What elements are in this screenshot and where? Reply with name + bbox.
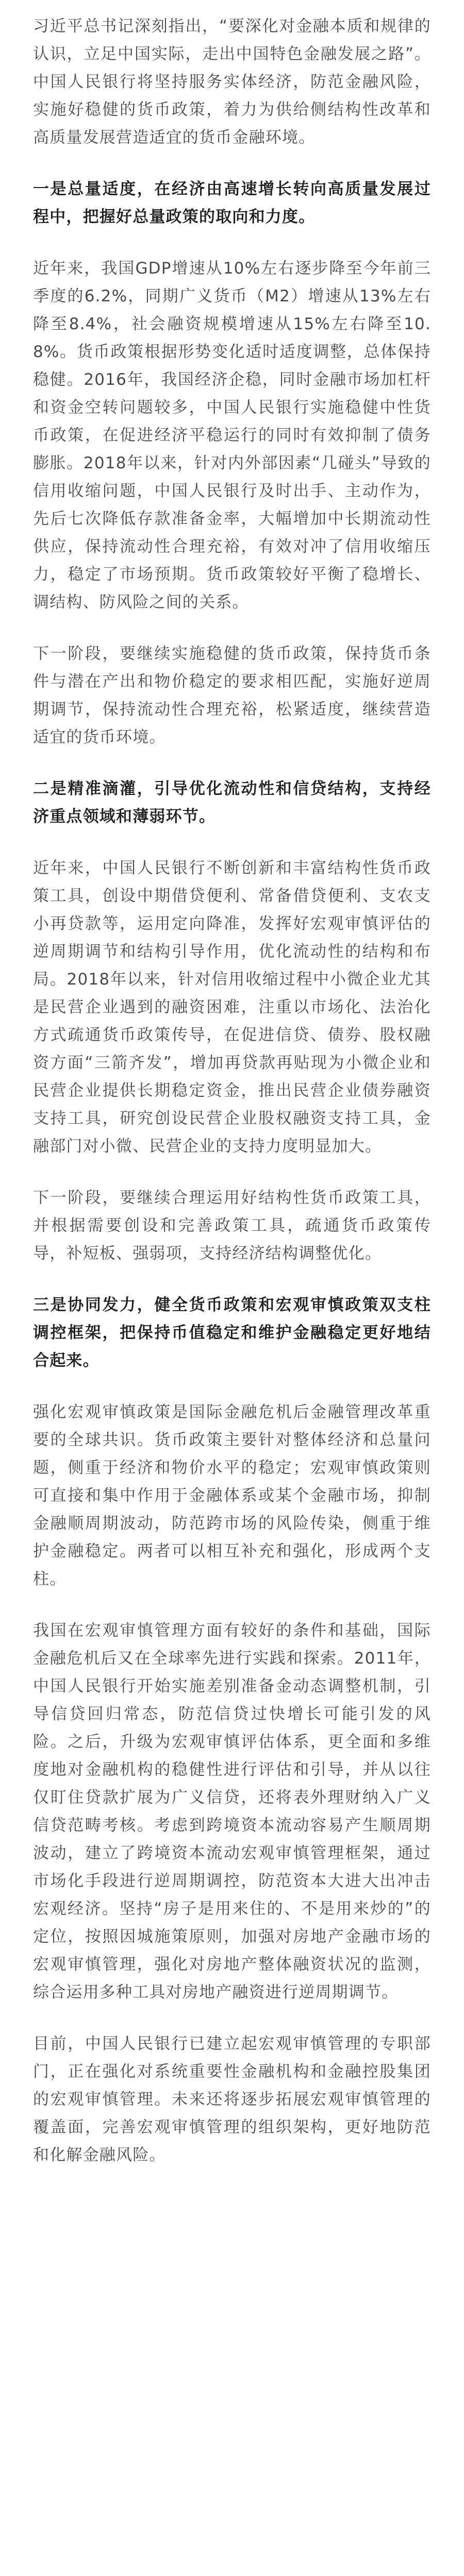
paragraph-dual-pillar-practice: 我国在宏观审慎管理方面有较好的条件和基础，国际金融危机后又在全球率先进行实践和探索。2011年，中国人民银行开始实施差别准备金动态调整机制，引导信贷回归常态，防范信贷过快增长可能引发的风险。之后，升级为宏观审慎评估体系，更全面和多维度地对金融机构的稳健性进行评估和引导，并从以往仅盯住贷款扩展为广义信贷，还将表外理财纳入广义信贷范畴考核。考虑到跨境资本流动容易产生顺周期波动，建立了跨境资本流动宏观审慎管理框架，通过市场化手段进行逆周期调控，防范资本大进大出冲击宏观经济。坚持“房子是用来住的、不是用来炒的”的定位，按照因城施策原则，加强对房地产金融市场的宏观审慎管理，强化对房地产整体融资状况的监测，综合运用多种工具对房地产融资进行逆周期调节。 [33,1621,431,2002]
section-heading-total-volume: 一是总量适度，在经济由高速增长转向高质量发展过程中，把握好总量政策的取向和力度。 [33,180,431,226]
paragraph-total-volume-review: 近年来，我国GDP增速从10%左右逐步降至今年前三季度的6.2%，同期广义货币（M2）增速从13%左右降至8.4%，社会融资规模增速从15%左右降至10.8%。货币政策根据形势变化适时适度调整，总体保持稳健。2016年，我国经济企稳，同时金融市场加杠杆和资金空转问题较多，中国人民银行实施稳健中性货币政策，在促进经济平稳运行的同时有效抑制了债务膨胀。2018年以来，针对内外部因素“几碰头”导致的信用收缩问题，中国人民银行及时出手、主动作为，先后七次降低存款准备金率，大幅增加中长期流动性供应，保持流动性合理充裕，有效对冲了信用收缩压力，稳定了市场预期。货币政策较好平衡了稳增长、调结构、防风险之间的关系。 [33,259,431,612]
paragraph-intro: 习近平总书记深刻指出，“要深化对金融本质和规律的认识，立足中国实际，走出中国特色金融发展之路”。中国人民银行将坚持服务实体经济，防范金融风险，实施好稳健的货币政策，着力为供给侧结构性改革和高质量发展营造适宜的货币金融环境。 [33,17,431,147]
section-heading-targeted-support: 二是精准滴灌，引导优化流动性和信贷结构，支持经济重点领域和薄弱环节。 [33,779,431,826]
paragraph-total-volume-next: 下一阶段，要继续实施稳健的货币政策，保持货币条件与潜在产出和物价稳定的要求相匹配，实施好逆周期调节，保持流动性合理充裕，松紧适度，继续营造适宜的货币环境。 [33,645,431,747]
paragraph-targeted-support-review: 近年来，中国人民银行不断创新和丰富结构性货币政策工具，创设中期借贷便利、常备借贷便利、支农支小再贷款等，运用定向降准，发挥好宏观审慎评估的逆周期调节和结构引导作用，优化流动性的结构和布局。2018年以来，针对信用收缩过程中小微企业尤其是民营企业遇到的融资困难，注重以市场化、法治化方式疏通货币政策传导，在促进信贷、债券、股权融资方面“三箭齐发”，增加再贷款再贴现为小微企业和民营企业提供长期稳定资金，推出民营企业债券融资支持工具，研究创设民营企业股权融资支持工具，金融部门对小微、民营企业的支持力度明显加大。 [33,859,431,1156]
paragraph-dual-pillar-concept: 强化宏观审慎政策是国际金融危机后金融管理改革重要的全球共识。货币政策主要针对整体经济和总量问题，侧重于经济和物价水平的稳定；宏观审慎政策则可直接和集中作用于金融体系或某个金融市场，抑制金融顺周期波动，防范跨市场的风险传染，侧重于维护金融稳定。两者可以相互补充和强化，形成两个支柱。 [33,1403,431,1588]
section-heading-dual-pillar: 三是协同发力，健全货币政策和宏观审慎政策双支柱调控框架，把保持币值稳定和维护金融稳定更好地结合起来。 [33,1296,431,1370]
paragraph-dual-pillar-outlook: 目前，中国人民银行已建立起宏观审慎管理的专职部门，正在强化对系统重要性金融机构和金融控股集团的宏观审慎管理。未来还将逐步拓展宏观审慎管理的覆盖面，完善宏观审慎管理的组织架构，更好地防范和化解金融风险。 [33,2035,431,2164]
paragraph-targeted-support-next: 下一阶段，要继续合理运用好结构性货币政策工具，并根据需要创设和完善政策工具，疏通货币政策传导，补短板、强弱项，支持经济结构调整优化。 [33,1189,431,1263]
